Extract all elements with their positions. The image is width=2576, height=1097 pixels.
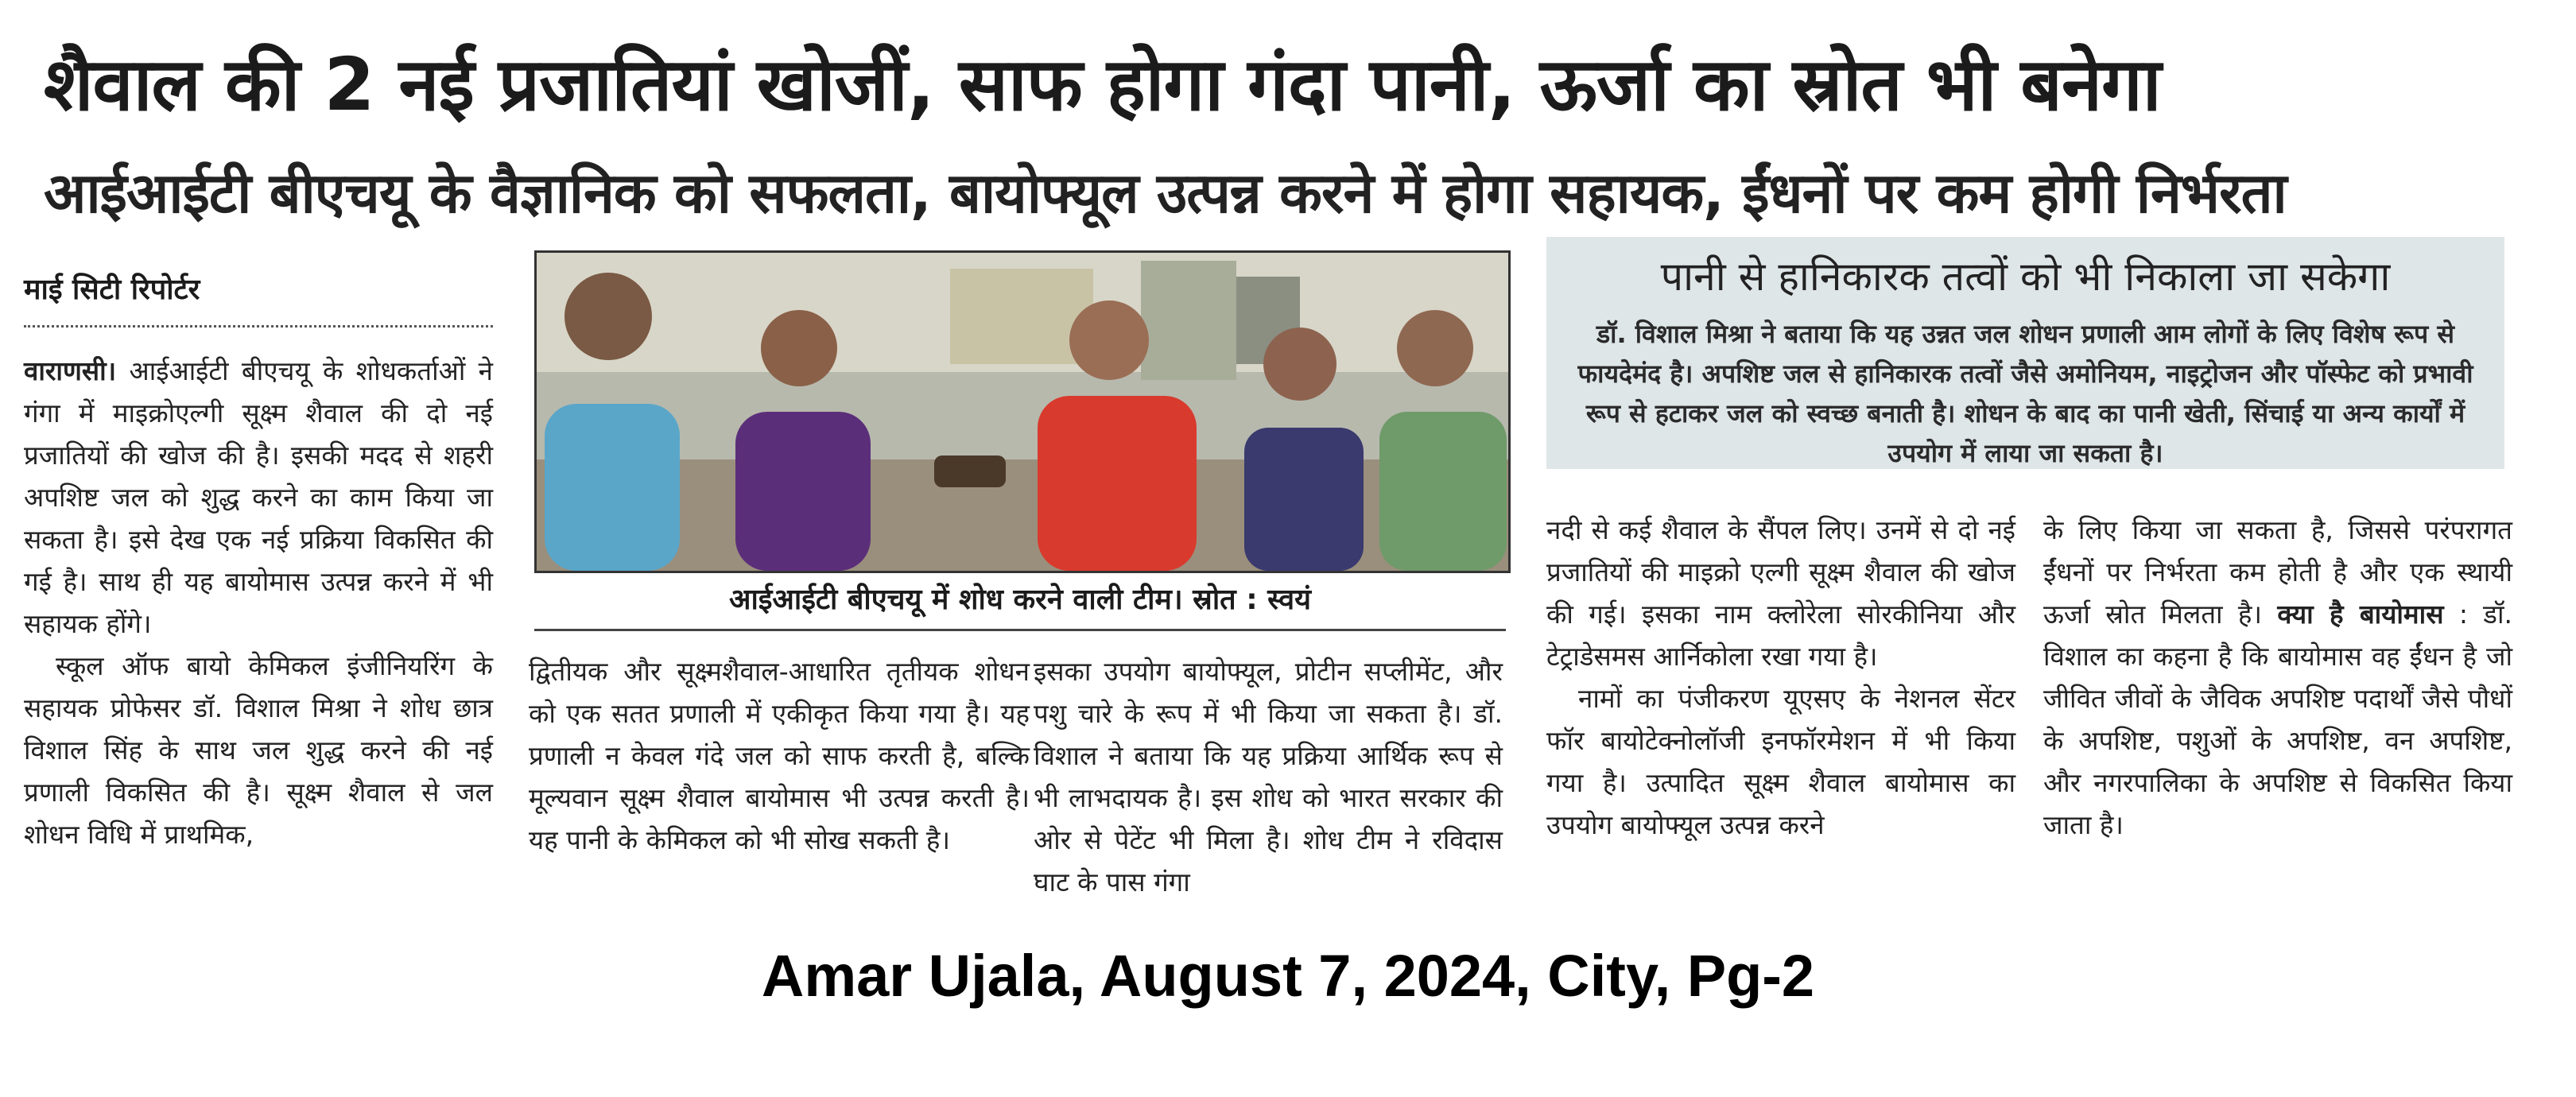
sidebar-box-title: पानी से हानिकारक तत्वों को भी निकाला जा सकेगा bbox=[1660, 254, 2391, 300]
column-1 bbox=[24, 350, 493, 855]
headline: शैवाल की 2 नई प्रजातियां खोजीं, साफ होगा गंदा पानी, ऊर्जा का स्रोत भी बनेगा bbox=[44, 42, 2161, 127]
source-credit: Amar Ujala, August 7, 2024, City, Pg-2 bbox=[761, 943, 1815, 1009]
col1-paragraph-1: आईआईटी बीएचयू के शोधकर्ताओं ने गंगा में माइक्रोएल्गी सूक्ष्म शैवाल की दो नई प्रजातियों की खोज की है। इसकी मदद से शहरी अपशिष्ट जल को शुद्ध करने का काम किया जा सकता है। इसे देख एक नई प्रक्रिया विकसित की गई है। साथ ही यह बायोमास उत्पन्न करने में भी सहायक होंगे। bbox=[24, 355, 493, 639]
dateline: वाराणसी। bbox=[24, 355, 117, 386]
col4-paragraph-2: नामों का पंजीकरण यूएसए के नेशनल सेंटर फॉर बायोटेक्नोलॉजी इनफॉरमेशन में भी किया गया है। उत्पादित सूक्ष्म शैवाल बायोमास का उपयोग बायोफ्यूल उत्पन्न करने bbox=[1546, 683, 2015, 840]
byline: माई सिटी रिपोर्टर bbox=[24, 269, 493, 328]
column-3 bbox=[1034, 650, 1503, 903]
sidebar-box-body: डॉ. विशाल मिश्रा ने बताया कि यह उन्नत जल शोधन प्रणाली आम लोगों के लिए विशेष रूप से फायदेमंद है। अपशिष्ट जल से हानिकारक तत्वों जैसे अमोनियम, नाइट्रोजन और पॉस्फेट को प्रभावी रूप से हटाकर जल को स्वच्छ बनाती है। शोधन के बाद का पानी खेती, सिंचाई या अन्य कार्यों में उपयोग में लाया जा सकता है। bbox=[1577, 319, 2473, 468]
col3-paragraph: इसका उपयोग बायोफ्यूल, प्रोटीन सप्लीमेंट, और पशु चारे के रूप में भी किया जा सकता है। डॉ. विशाल ने बताया कि यह प्रक्रिया आर्थिक रूप से भी लाभदायक है। इस शोध को भारत सरकार की ओर से पेटेंट भी मिला है। शोध टीम ने रविदास घाट के पास गंगा bbox=[1034, 656, 1503, 897]
col5-text-b: : डॉ. विशाल का कहना है कि बायोमास वह ईंधन है जो जीवित जीवों के जैविक अपशिष्ट पदार्थों जैसे पौधों के अपशिष्ट, पशुओं के अपशिष्ट, वन अपशिष्ट, और नगरपालिका के अपशिष्ट से विकसित किया जाता है। bbox=[2043, 599, 2512, 840]
col5-text-a: के लिए किया जा सकता है, जिससे परंपरागत ईंधनों पर निर्भरता कम होती है और एक स्थायी ऊर्जा स्रोत मिलता है। bbox=[2043, 514, 2512, 630]
team-photo bbox=[534, 250, 1511, 573]
col2-paragraph: द्वितीयक और सूक्ष्मशैवाल-आधारित तृतीयक शोधन को एक सतत प्रणाली में एकीकृत किया गया है। यह प्रणाली न केवल गंदे जल को साफ करती है, बल्कि मूल्यवान सूक्ष्म शैवाल बायोमास भी उत्पन्न करती है। यह पानी के केमिकल को भी सोख सकती है। bbox=[529, 656, 1030, 855]
column-2 bbox=[529, 650, 1030, 861]
col1-paragraph-2: स्कूल ऑफ बायो केमिकल इंजीनियरिंग के सहायक प्रोफेसर डॉ. विशाल मिश्रा ने शोध छात्र विशाल सिंह के साथ जल शुद्ध करने की नई प्रणाली विकसित की है। सूक्ष्म शैवाल से जल शोधन विधि में प्राथमिक, bbox=[24, 650, 493, 850]
column-5 bbox=[2043, 509, 2512, 846]
team-photo-illustration bbox=[537, 253, 1508, 571]
subheadline: आईआईटी बीएचयू के वैज्ञानिक को सफलता, बायोफ्यूल उत्पन्न करने में होगा सहायक, ईंधनों पर कम होगी निर्भरता bbox=[44, 161, 2287, 226]
col4-paragraph-1: नदी से कई शैवाल के सैंपल लिए। उनमें से दो नई प्रजातियों की माइक्रो एल्गी सूक्ष्म शैवाल की खोज की गई। इसका नाम क्लोरेला सोरकीनिया और टेट्राडेसमस आर्निकोला रखा गया है। bbox=[1546, 514, 2015, 672]
photo-caption: आईआईटी बीएचयू में शोध करने वाली टीम। स्रोत : स्वयं bbox=[534, 579, 1506, 631]
column-4 bbox=[1546, 509, 2015, 846]
col5-subheading: क्या है बायोमास bbox=[2277, 599, 2444, 630]
